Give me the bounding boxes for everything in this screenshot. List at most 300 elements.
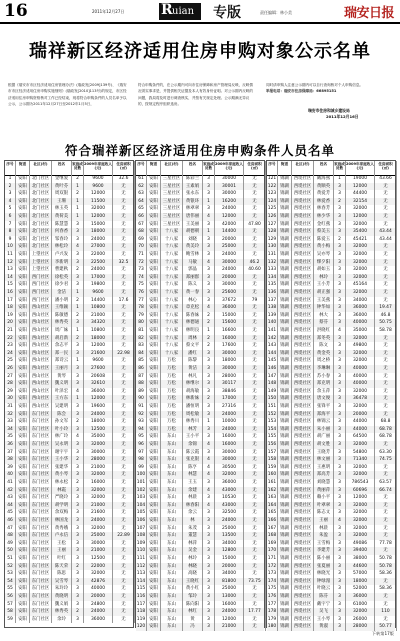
- table-cell: 陈敏德: [52, 312, 72, 320]
- table-cell: 锦湖: [278, 418, 292, 426]
- table-cell: 锦湖: [278, 426, 292, 434]
- table-cell: 王小华: [52, 456, 72, 464]
- table-row: [5, 327, 133, 335]
- table-cell: 安阳: [147, 608, 161, 616]
- table-cell: 47.80: [244, 221, 266, 229]
- table-cell: 无: [244, 403, 266, 411]
- table-row: [136, 395, 264, 403]
- table-row: [267, 585, 395, 593]
- table-cell: 安阳: [16, 297, 30, 305]
- table-row: [136, 540, 264, 548]
- table-cell: 3: [72, 547, 84, 555]
- table-cell: 50.77: [375, 623, 397, 631]
- table-row: [136, 312, 264, 320]
- table-cell: 35: [5, 433, 16, 441]
- table-cell: 叶小玲: [52, 426, 72, 434]
- table-cell: 安阳: [16, 335, 30, 343]
- table-row: [267, 259, 395, 267]
- table-cell: 东门社区: [30, 441, 52, 449]
- table-cell: 东山: [161, 570, 183, 578]
- column-header: 社区(村): [292, 161, 314, 175]
- table-cell: 3: [203, 365, 215, 373]
- table-cell: 21600: [84, 509, 113, 517]
- table-cell: 安阳: [16, 471, 30, 479]
- table-cell: 东门社区: [30, 578, 52, 586]
- table-cell: 43000: [215, 487, 244, 495]
- table-cell: 4: [203, 456, 215, 464]
- table-cell: 94: [136, 426, 147, 434]
- table-cell: 安阳: [16, 464, 30, 472]
- table-cell: 37: [5, 449, 16, 457]
- table-row: [267, 350, 395, 358]
- table-row: [5, 297, 133, 305]
- table-cell: 缪夕阳: [314, 259, 334, 267]
- table-cell: 24000: [84, 236, 113, 244]
- table-cell: 东山: [161, 441, 183, 449]
- table-cell: 3: [334, 190, 346, 198]
- table-cell: 10800: [84, 327, 113, 335]
- table-row: [5, 380, 133, 388]
- table-cell: 21000: [84, 502, 113, 510]
- table-cell: 142: [267, 335, 277, 341]
- table-cell: 1: [203, 228, 215, 236]
- table-cell: 安阳: [16, 494, 30, 502]
- table-cell: 30000: [84, 449, 113, 457]
- table-cell: 3: [203, 411, 215, 419]
- table-cell: 32000: [84, 494, 113, 502]
- column-header: 姓名: [314, 161, 334, 175]
- table-row: [267, 471, 395, 479]
- table-cell: 安阳: [16, 319, 30, 327]
- table-cell: 邹玲: [183, 593, 203, 601]
- table-cell: 无: [244, 441, 266, 449]
- table-cell: 三星社区: [161, 205, 183, 213]
- table-cell: 东山: [161, 464, 183, 472]
- table-cell: 13: [5, 266, 16, 274]
- table-cell: 157: [267, 449, 277, 455]
- table-cell: 3: [72, 578, 84, 586]
- table-cell: 安阳: [147, 228, 161, 236]
- table-cell: 17000: [215, 395, 244, 403]
- table-cell: 潘小明: [52, 297, 72, 305]
- table-cell: 73: [136, 266, 147, 274]
- table-cell: 无: [113, 441, 135, 449]
- table-row: [5, 243, 133, 251]
- table-cell: 3: [334, 555, 346, 563]
- table-cell: 3: [72, 426, 84, 434]
- table-cell: 安阳: [16, 540, 30, 548]
- table-cell: 谢宇宇: [52, 449, 72, 457]
- table-cell: 3: [203, 509, 215, 517]
- table-cell: 安阳: [147, 563, 161, 571]
- table-cell: 12000: [215, 616, 244, 624]
- table-cell: 34000: [215, 570, 244, 578]
- table-cell: 无: [113, 365, 135, 373]
- table-row: [5, 532, 133, 540]
- table-cell: 安阳: [16, 578, 30, 586]
- table-cell: 西门社区: [30, 281, 52, 289]
- table-cell: 3: [334, 342, 346, 350]
- table-cell: 锦湖: [278, 198, 292, 206]
- table-cell: 东山: [161, 608, 183, 616]
- table-cell: 东山: [161, 525, 183, 533]
- table-cell: 西山社区: [30, 403, 52, 411]
- table-cell: 32000: [346, 471, 375, 479]
- table-cell: 十八家: [161, 228, 183, 236]
- table-cell: 135: [267, 282, 277, 288]
- table-cell: 1: [72, 327, 84, 335]
- table-cell: 3: [334, 532, 346, 540]
- table-cell: 3: [72, 471, 84, 479]
- table-cell: 戴海燕: [314, 175, 334, 183]
- table-row: [267, 464, 395, 472]
- table-cell: 3: [72, 502, 84, 510]
- table-cell: 蔡美玉: [314, 228, 334, 236]
- table-cell: 无: [113, 555, 135, 563]
- table-cell: 安阳: [147, 274, 161, 282]
- table-cell: 31: [5, 403, 16, 411]
- table-cell: 安阳: [147, 441, 161, 449]
- table-row: [267, 342, 395, 350]
- table-row: [136, 380, 264, 388]
- table-cell: 安阳: [16, 525, 30, 533]
- table-cell: 万松: [161, 388, 183, 396]
- table-cell: 32000: [84, 441, 113, 449]
- table-row: [136, 335, 264, 343]
- table-cell: 165: [267, 510, 277, 516]
- table-cell: 3: [72, 403, 84, 411]
- table-cell: 安阳: [147, 281, 161, 289]
- table-cell: 70: [136, 243, 147, 251]
- table-cell: 西堤社区: [292, 570, 314, 578]
- table-cell: 63.30: [375, 449, 397, 457]
- table-row: [136, 441, 264, 449]
- table-row: [136, 433, 264, 441]
- table-cell: 4: [203, 259, 215, 267]
- table-cell: 章克松: [183, 304, 203, 312]
- table-row: [5, 509, 133, 517]
- table-cell: 叶翠翠: [314, 502, 334, 510]
- table-row: [267, 616, 395, 624]
- table-cell: 无: [244, 380, 266, 388]
- table-cell: 32000: [215, 471, 244, 479]
- page-title: 瑞祥新区经济适用住房申购对象公示名单: [29, 41, 371, 62]
- table-cell: 111: [136, 556, 146, 561]
- table-row: [136, 471, 264, 479]
- table-cell: 安阳: [16, 616, 30, 624]
- table-row: [5, 411, 133, 419]
- table-cell: 95: [136, 433, 147, 441]
- table-cell: 无: [113, 289, 135, 297]
- table-cell: 林秀英: [52, 319, 72, 327]
- table-cell: 王美燕: [314, 297, 334, 305]
- table-cell: 安阳: [147, 327, 161, 335]
- table-row: [136, 365, 264, 373]
- table-cell: 124: [267, 198, 277, 204]
- table-row: [5, 274, 133, 282]
- table-row: [267, 228, 395, 236]
- table-cell: 无: [244, 190, 266, 198]
- table-cell: 118: [136, 609, 146, 615]
- table-cell: 西堤社区: [292, 532, 314, 540]
- table-cell: 无: [375, 616, 397, 624]
- table-cell: 786543: [346, 479, 375, 487]
- table-row: [136, 578, 264, 586]
- table-cell: 3: [334, 479, 346, 487]
- table-cell: 安阳: [16, 274, 30, 282]
- announcement-column-1: 根据《瑞安市市区经济适用住房管理办法》(瑞政发[2009]139号)、《瑞安市市区经济适用住房申购实施细则》(瑞政发[2010]113号)的规定，市区经济适用住房申购资格核对工作已经结束，现将符合申购条件的人员名单予以公示，公示期为2011年12月27日至2012年1月5日，: [8, 83, 127, 107]
- table-cell: 东门社区: [30, 532, 52, 540]
- table-cell: 无: [113, 266, 135, 274]
- table-row: [5, 570, 133, 578]
- table-cell: 林春阳: [183, 502, 203, 510]
- table-cell: 3: [334, 433, 346, 441]
- table-cell: 锦湖: [278, 213, 292, 221]
- table-row: [136, 464, 264, 472]
- table-cell: 3: [334, 289, 346, 297]
- table-cell: 71: [136, 251, 147, 259]
- table-cell: 李琳琳: [314, 365, 334, 373]
- table-cell: 3: [334, 312, 346, 320]
- table-cell: 王小芳: [314, 281, 334, 289]
- table-cell: 85: [136, 357, 147, 365]
- table-cell: 3: [72, 281, 84, 289]
- table-cell: 安阳: [16, 342, 30, 350]
- table-cell: 44000: [346, 418, 375, 426]
- table-cell: 3: [334, 304, 346, 312]
- table-row: [136, 593, 264, 601]
- table-cell: 余双梅: [52, 509, 72, 517]
- table-cell: 169: [267, 540, 277, 546]
- table-cell: 锦湖: [278, 403, 292, 411]
- table-cell: 林明良: [183, 327, 203, 335]
- table-cell: 十八家: [161, 274, 183, 282]
- table-cell: 20000: [84, 593, 113, 601]
- table-cell: 67: [136, 221, 147, 229]
- table-cell: 西堤社区: [292, 525, 314, 533]
- table-cell: 24000: [84, 411, 113, 419]
- table-cell: 东山: [161, 601, 183, 609]
- table-cell: 锦湖: [278, 456, 292, 464]
- table-row: [267, 502, 395, 510]
- table-cell: 无: [244, 213, 266, 221]
- table-cell: 无: [113, 304, 135, 312]
- table-row: [136, 547, 264, 555]
- table-cell: 锦湖: [278, 494, 292, 502]
- table-cell: 无: [244, 616, 266, 624]
- table-cell: 32000: [346, 464, 375, 472]
- table-cell: 72: [136, 259, 147, 267]
- table-cell: 周林: [183, 335, 203, 343]
- table-cell: 49: [5, 540, 16, 548]
- table-cell: 43.44: [375, 236, 397, 244]
- table-cell: 锦湖: [278, 251, 292, 259]
- table-row: [267, 532, 395, 540]
- table-cell: 22500: [84, 259, 113, 267]
- column-header: 序号: [136, 161, 147, 175]
- table-cell: 1: [203, 418, 215, 426]
- table-cell: 18000: [346, 578, 375, 586]
- table-row: [136, 388, 264, 396]
- column-header: 2009年家庭收入(元): [215, 161, 244, 175]
- table-cell: 80: [136, 319, 147, 327]
- table-cell: 2: [203, 319, 215, 327]
- table-cell: 24800: [84, 601, 113, 609]
- table-cell: 无: [113, 243, 135, 251]
- table-cell: 安阳: [147, 479, 161, 487]
- table-cell: 30117: [215, 380, 244, 388]
- table-cell: 3: [203, 350, 215, 358]
- table-cell: 无: [375, 388, 397, 396]
- table-row: [5, 236, 133, 244]
- table-cell: 68.78: [375, 433, 397, 441]
- table-cell: 24000: [215, 517, 244, 525]
- table-cell: 北门社区: [30, 243, 52, 251]
- column-header: 2009年家庭收入(元): [84, 161, 113, 175]
- table-cell: 十八家: [161, 243, 183, 251]
- table-cell: 西山社区: [30, 327, 52, 335]
- table-cell: 3: [334, 487, 346, 495]
- table-cell: 西堤社区: [292, 297, 314, 305]
- table-cell: 12: [5, 259, 16, 267]
- table-cell: 4: [203, 304, 215, 312]
- table-cell: 马敏: [183, 259, 203, 267]
- table-cell: 10530: [215, 494, 244, 502]
- table-cell: 十八家: [161, 342, 183, 350]
- table-cell: 安阳: [16, 487, 30, 495]
- table-cell: 西堤社区: [292, 266, 314, 274]
- table-cell: 洪晓红: [314, 327, 334, 335]
- table-cell: 3: [334, 335, 346, 343]
- table-cell: 北门社区: [30, 228, 52, 236]
- table-cell: 锦湖: [278, 555, 292, 563]
- table-cell: 3: [334, 228, 346, 236]
- table-cell: 十八家: [161, 319, 183, 327]
- table-cell: 3: [203, 175, 215, 183]
- table-cell: 万松: [161, 411, 183, 419]
- table-row: [267, 190, 395, 198]
- table-cell: 西堤社区: [292, 479, 314, 487]
- table-cell: 3: [72, 373, 84, 381]
- table-cell: 22.98: [113, 350, 135, 358]
- table-cell: 75: [136, 281, 147, 289]
- table-cell: 1: [334, 175, 346, 183]
- table-cell: 3: [203, 479, 215, 487]
- table-cell: 35000: [346, 327, 375, 335]
- table-row: [136, 502, 264, 510]
- table-cell: 无: [244, 304, 266, 312]
- table-block: [135, 160, 265, 628]
- table-cell: 32000: [346, 502, 375, 510]
- table-cell: 安阳: [147, 411, 161, 419]
- table-cell: 16200: [215, 198, 244, 206]
- table-cell: 西山社区: [30, 373, 52, 381]
- table-cell: 3: [72, 251, 84, 259]
- table-cell: 25600: [215, 289, 244, 297]
- table-cell: 林玲: [314, 274, 334, 282]
- table-cell: 陈彩兰: [183, 175, 203, 183]
- table-cell: 锦湖: [278, 464, 292, 472]
- table-cell: 安阳: [16, 183, 30, 191]
- table-cell: 叶泽宏: [52, 388, 72, 396]
- table-cell: 西堤社区: [292, 449, 314, 457]
- table-cell: 123: [267, 191, 277, 197]
- table-header-row: [136, 161, 264, 176]
- table-cell: 32000: [346, 388, 375, 396]
- table-cell: 3: [72, 555, 84, 563]
- table-cell: 无: [375, 395, 397, 403]
- table-cell: 1: [72, 213, 84, 221]
- table-cell: 3: [203, 547, 215, 555]
- table-cell: 30000: [215, 365, 244, 373]
- table-cell: 79: [136, 312, 147, 320]
- table-cell: 无: [113, 221, 135, 229]
- table-cell: 84: [136, 350, 147, 358]
- table-cell: 西堤社区: [292, 205, 314, 213]
- page-number: 16: [4, 1, 28, 21]
- table-cell: 无: [113, 540, 135, 548]
- table-cell: 无: [244, 342, 266, 350]
- table-cell: 无: [375, 205, 397, 213]
- table-cell: 十八家: [161, 335, 183, 343]
- table-row: [136, 183, 264, 191]
- table-cell: 安阳: [147, 547, 161, 555]
- table-cell: 安阳: [147, 509, 161, 517]
- table-cell: 西堤社区: [292, 259, 314, 267]
- table-cell: 无: [113, 494, 135, 502]
- table-cell: 3: [203, 563, 215, 571]
- table-cell: 2: [72, 479, 84, 487]
- table-cell: 西堤社区: [292, 289, 314, 297]
- table-cell: 林继尔: [183, 380, 203, 388]
- table-cell: 180: [267, 624, 277, 630]
- table-cell: 40000: [346, 380, 375, 388]
- table-cell: 锦湖: [278, 388, 292, 396]
- table-cell: 金洁: [52, 289, 72, 297]
- table-cell: 34320: [84, 319, 113, 327]
- table-cell: 3: [334, 403, 346, 411]
- table-cell: 3: [72, 274, 84, 282]
- table-cell: 锦湖: [278, 190, 292, 198]
- issuer-signature: 瑞安市住房和城乡建设局: [308, 108, 350, 113]
- table-cell: 133: [267, 267, 277, 273]
- table-cell: 锦湖: [278, 540, 292, 548]
- table-cell: 余建: [183, 487, 203, 495]
- table-cell: 锦湖: [278, 570, 292, 578]
- table-cell: 郑高芳: [314, 471, 334, 479]
- table-cell: 胡学明: [52, 502, 72, 510]
- column-header: 序号: [267, 161, 278, 175]
- table-cell: 无: [244, 449, 266, 457]
- table-row: [5, 426, 133, 434]
- table-cell: 锦湖: [278, 357, 292, 365]
- table-cell: 40000: [346, 319, 375, 327]
- table-cell: 40: [5, 471, 16, 479]
- table-cell: 117: [136, 601, 146, 607]
- table-cell: 吴建明: [52, 403, 72, 411]
- table-cell: 安阳: [147, 418, 161, 426]
- table-cell: 3: [334, 525, 346, 533]
- column-header: 住房面积(㎡): [244, 161, 266, 175]
- table-cell: 3: [72, 509, 84, 517]
- table-cell: 158: [267, 457, 277, 463]
- table-cell: 东门社区: [30, 471, 52, 479]
- table-cell: 13500: [215, 532, 244, 540]
- table-cell: 无: [375, 464, 397, 472]
- table-row: [136, 357, 264, 365]
- table-row: [136, 213, 264, 221]
- table-cell: 160: [267, 472, 277, 478]
